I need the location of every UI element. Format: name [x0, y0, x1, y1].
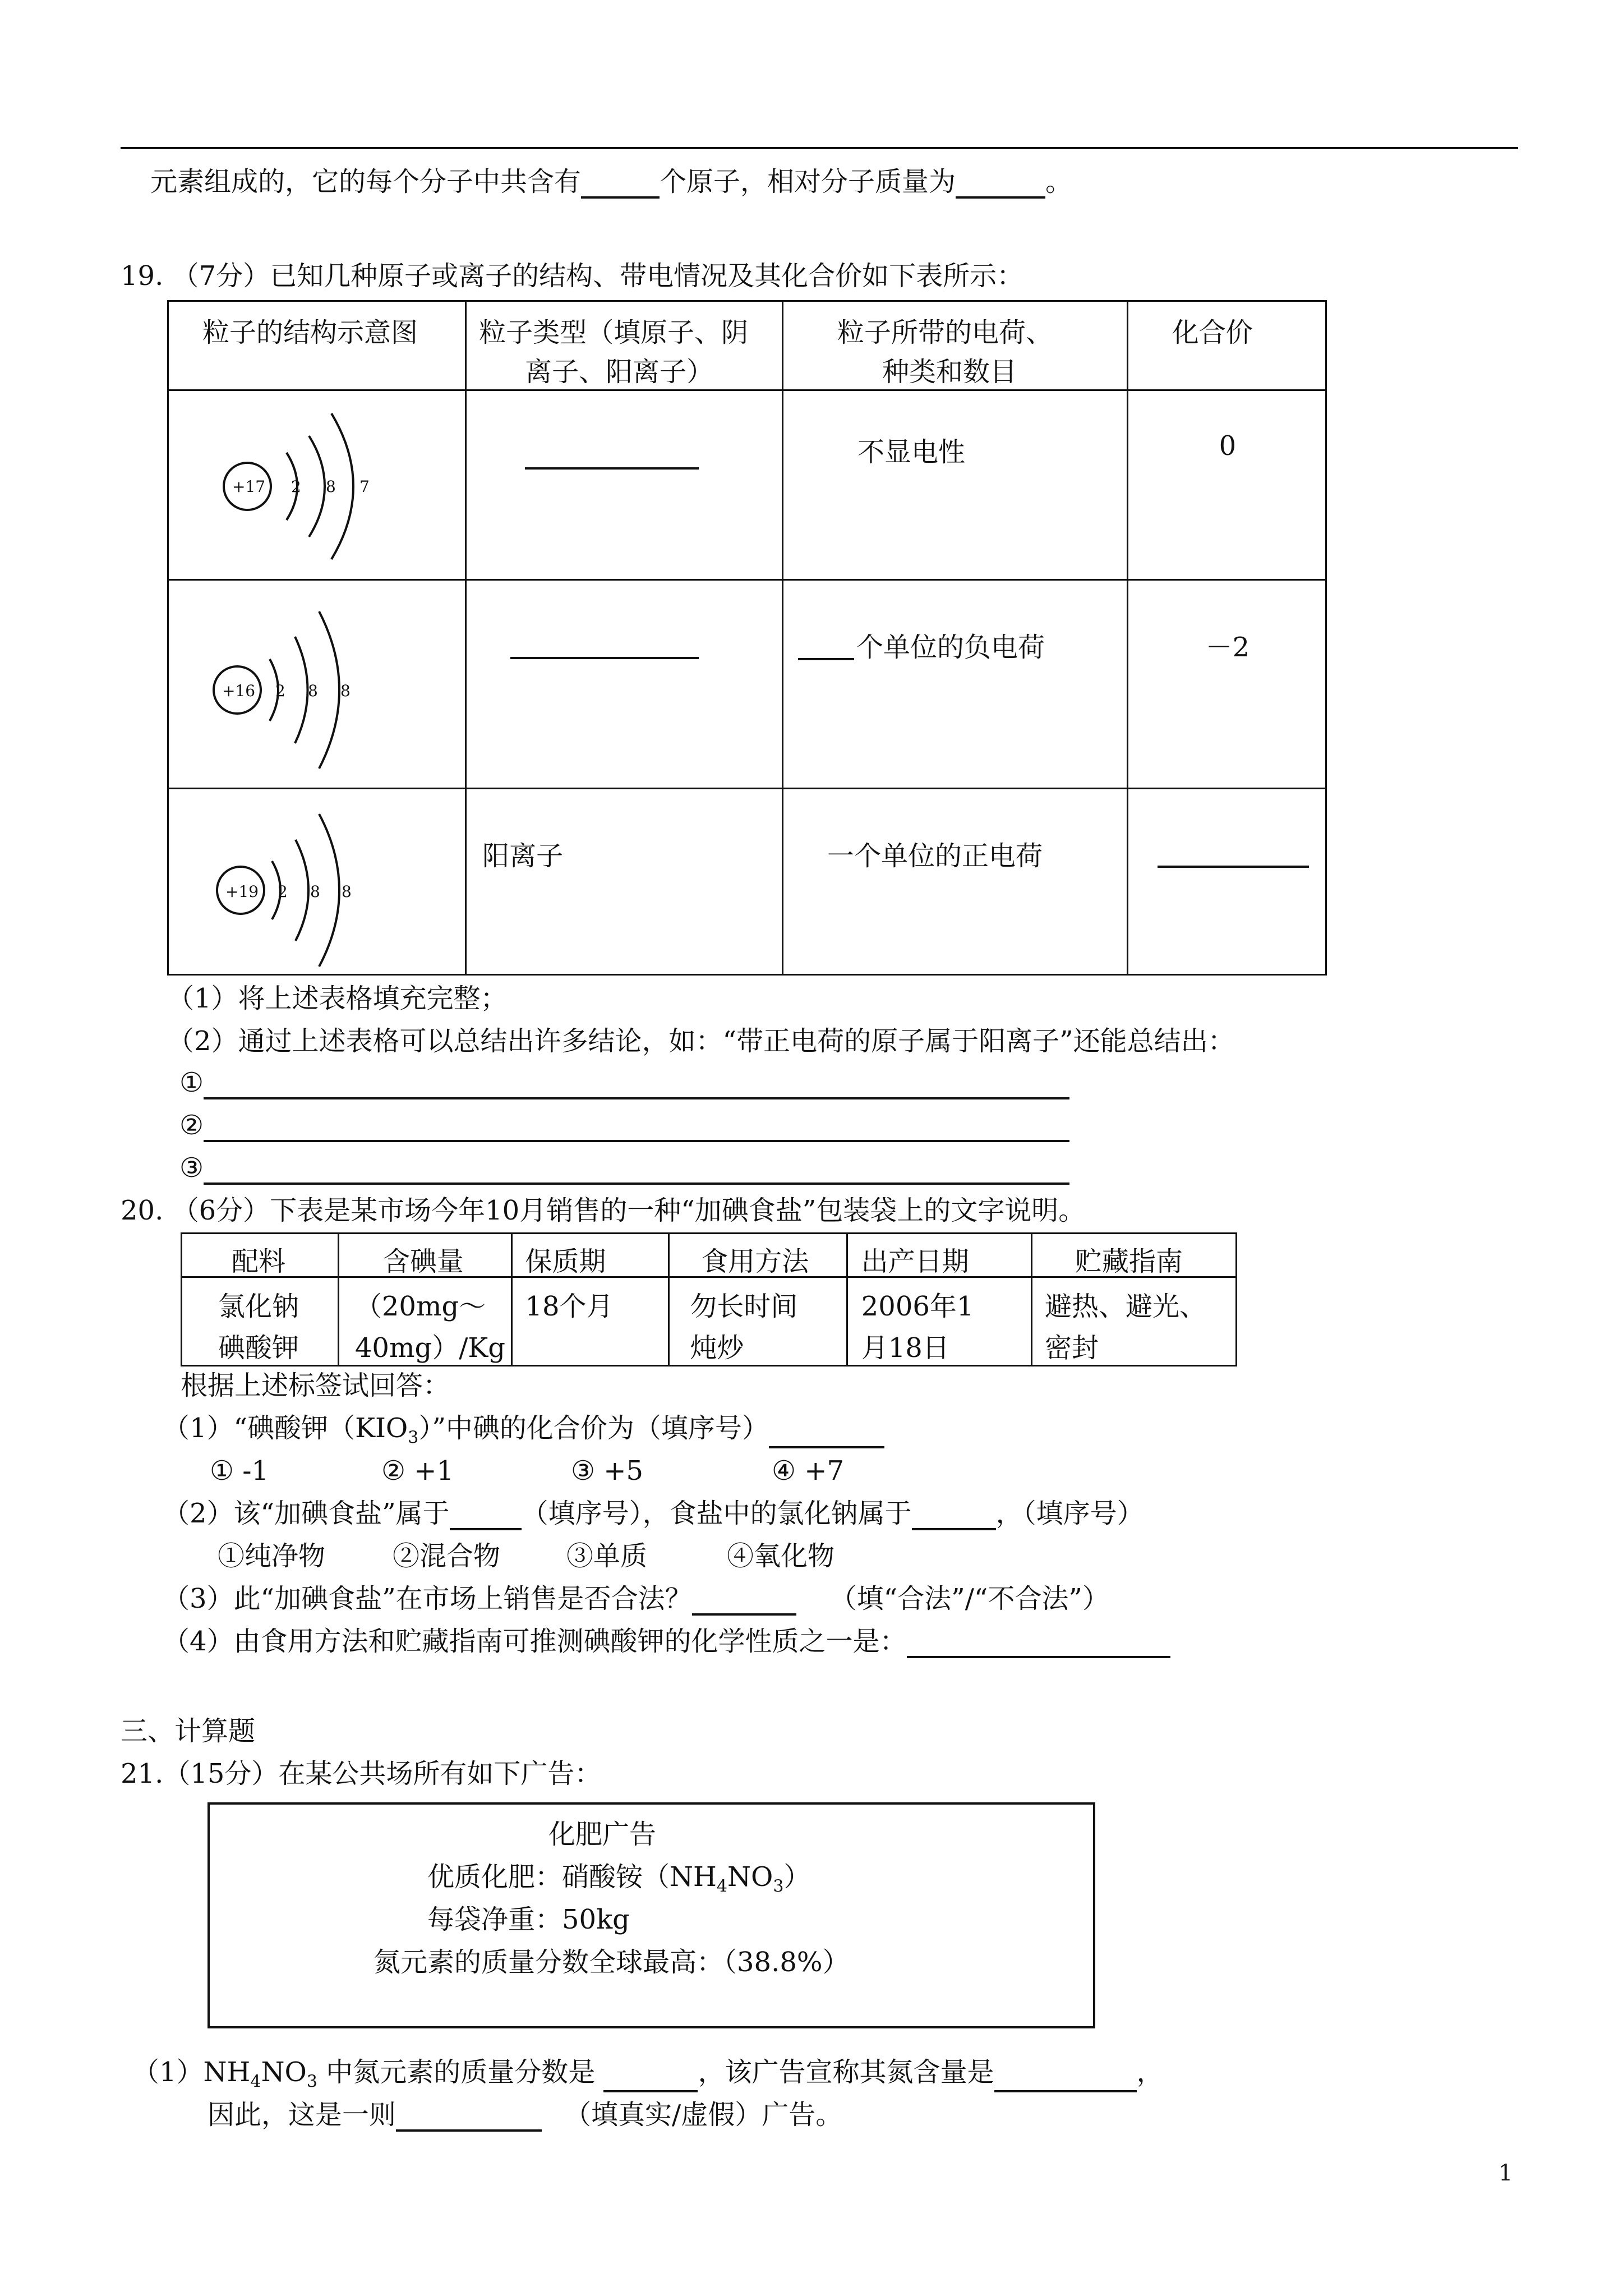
- charge-text: 个单位的负电荷: [856, 632, 1045, 663]
- q20-label-table: [181, 1232, 1237, 1366]
- shell-electrons: 8: [308, 682, 318, 700]
- shell-electrons: 8: [326, 477, 336, 496]
- table-cell: 月18日: [861, 1332, 949, 1364]
- answer-blank[interactable]: [603, 2062, 698, 2092]
- answer-blank[interactable]: [907, 1628, 1170, 1658]
- q20-intro: 根据上述标签试回答：: [181, 1370, 450, 1401]
- ad-title: 化肥广告: [548, 1819, 657, 1850]
- q21-sub1-line1: $(1)NH_4NO_3$ 中氮元素的质量分数是 ，该广告宣称其氮含量是 ，: [132, 2056, 1164, 2092]
- q20-option: ④氧化物: [727, 1540, 835, 1572]
- table-cell: 碘酸钾: [218, 1332, 299, 1364]
- table-header: 保质期: [525, 1246, 606, 1277]
- header-rule: [121, 147, 1518, 149]
- continuation-line: 元素组成的，它的每个分子中共含有 个原子，相对分子质量为 。: [150, 166, 1073, 197]
- nucleus-charge: +19: [225, 882, 259, 901]
- table-cell: 勿长时间: [690, 1291, 798, 1322]
- answer-blank[interactable]: [1158, 866, 1309, 868]
- shell-electrons: 8: [342, 882, 352, 901]
- q20-sub3: （3）此“加碘食盐”在市场上销售是否合法？ （填“合法”/“不合法”）: [163, 1583, 1109, 1614]
- q20-option: ③单质: [566, 1540, 648, 1572]
- answer-blank[interactable]: [692, 1585, 796, 1616]
- atom-diagram-cell: [168, 580, 466, 789]
- q20-option: ① -1: [210, 1455, 269, 1487]
- ad-product-line: 优质化肥：硝酸铵$(NH_4NO_3)$: [427, 1861, 811, 1897]
- table-cell: （20mg～: [354, 1291, 486, 1322]
- q19-sub1: （1）将上述表格填充完整；: [167, 983, 508, 1014]
- table-cell: 2006年1: [861, 1291, 974, 1322]
- q20-sub2: （2）该“加碘食盐”属于 （填序号），食盐中的氯化钠属于 ，（填序号）: [163, 1498, 1144, 1529]
- valence-text: 0: [1219, 430, 1237, 462]
- shell-electrons: 8: [310, 882, 320, 901]
- q19-conclusion-1: ①: [179, 1067, 1069, 1099]
- answer-line[interactable]: [204, 1154, 1069, 1185]
- q20-option: ④ +7: [772, 1455, 845, 1487]
- q20-sub1: （1）“碘酸钾$(KIO_3)$”中碘的化合价为（填序号）: [163, 1412, 884, 1448]
- q20-option: ①纯净物: [218, 1540, 326, 1572]
- section-heading: 三、计算题: [121, 1715, 256, 1747]
- nucleus-charge: +17: [232, 477, 266, 496]
- table-header: 粒子的结构示意图: [202, 317, 418, 348]
- page-number: 1: [1498, 2160, 1513, 2186]
- q20-option: ②混合物: [393, 1540, 501, 1572]
- shell-electrons: 8: [340, 682, 351, 700]
- atom-structure-diagram: [169, 391, 467, 581]
- answer-blank[interactable]: [769, 1418, 884, 1448]
- table-header: 食用方法: [701, 1246, 809, 1277]
- answer-blank[interactable]: [396, 2101, 542, 2132]
- table-header: 出产日期: [861, 1246, 969, 1277]
- q20-option: ② +1: [381, 1455, 454, 1487]
- shell-electrons: 7: [359, 477, 370, 496]
- ad-weight-line: 每袋净重：50kg: [427, 1904, 630, 1935]
- nucleus-charge: +16: [222, 682, 256, 700]
- answer-blank[interactable]: [510, 657, 699, 659]
- ion-structure-diagram: [169, 581, 467, 789]
- q19-sub2: （2）通过上述表格可以总结出许多结论，如：“带正电荷的原子属于阳离子”还能总结出：: [167, 1025, 1235, 1057]
- table-cell: 40mg）/Kg: [354, 1332, 505, 1364]
- answer-line[interactable]: [204, 1112, 1069, 1142]
- table-cell: 18个月: [525, 1291, 614, 1322]
- answer-blank[interactable]: [798, 658, 854, 660]
- q20-title: 20. （6分）下表是某市场今年10月销售的一种“加碘食盐”包装袋上的文字说明。: [121, 1195, 1086, 1226]
- table-header: 粒子类型（填原子、阴: [479, 317, 749, 348]
- table-cell: 炖炒: [690, 1332, 744, 1364]
- shell-electrons: 2: [291, 477, 301, 496]
- answer-blank[interactable]: [525, 467, 699, 470]
- q20-option: ③ +5: [571, 1455, 644, 1487]
- q19-table: [167, 300, 1327, 976]
- answer-line[interactable]: [204, 1069, 1069, 1099]
- charge-text: 一个单位的正电荷: [827, 840, 1043, 872]
- answer-blank[interactable]: [912, 1500, 996, 1530]
- table-header: 化合价: [1172, 317, 1253, 348]
- shell-electrons: 2: [278, 882, 288, 901]
- q19-title: 19. （7分）已知几种原子或离子的结构、带电情况及其化合价如下表所示：: [121, 260, 1024, 292]
- table-header: 离子、阳离子）: [525, 356, 714, 388]
- table-header: 种类和数目: [882, 356, 1017, 388]
- valence-text: －2: [1205, 632, 1250, 663]
- ad-claim-line: 氮元素的质量分数全球最高：（38.8%）: [374, 1947, 850, 1978]
- q19-conclusion-2: ②: [179, 1110, 1069, 1142]
- table-cell: 氯化钠: [218, 1291, 299, 1322]
- answer-blank[interactable]: [450, 1500, 522, 1530]
- particle-type: 阳离子: [482, 840, 564, 872]
- q19-conclusion-3: ③: [179, 1152, 1069, 1185]
- table-header: 贮藏指南: [1075, 1246, 1183, 1277]
- q20-sub4: （4）由食用方法和贮藏指南可推测碘酸钾的化学性质之一是：: [163, 1626, 1170, 1658]
- q21-title: 21.（15分）在某公共场所有如下广告：: [121, 1758, 602, 1789]
- table-cell: 密封: [1045, 1332, 1099, 1364]
- atom-diagram-cell: [168, 789, 466, 975]
- table-header: 粒子所带的电荷、: [837, 317, 1053, 348]
- atom-diagram-cell: [168, 390, 466, 580]
- table-cell: 避热、避光、: [1045, 1291, 1207, 1322]
- charge-text: 不显电性: [857, 436, 966, 468]
- table-header: 配料: [232, 1246, 286, 1277]
- table-header: 含碘量: [382, 1246, 464, 1277]
- answer-blank[interactable]: [581, 168, 660, 199]
- shell-electrons: 2: [275, 682, 285, 700]
- answer-blank[interactable]: [994, 2062, 1137, 2092]
- answer-blank[interactable]: [956, 168, 1045, 199]
- q21-sub1-line2: 因此，这是一则 （填真实/虚假）广告。: [208, 2099, 843, 2131]
